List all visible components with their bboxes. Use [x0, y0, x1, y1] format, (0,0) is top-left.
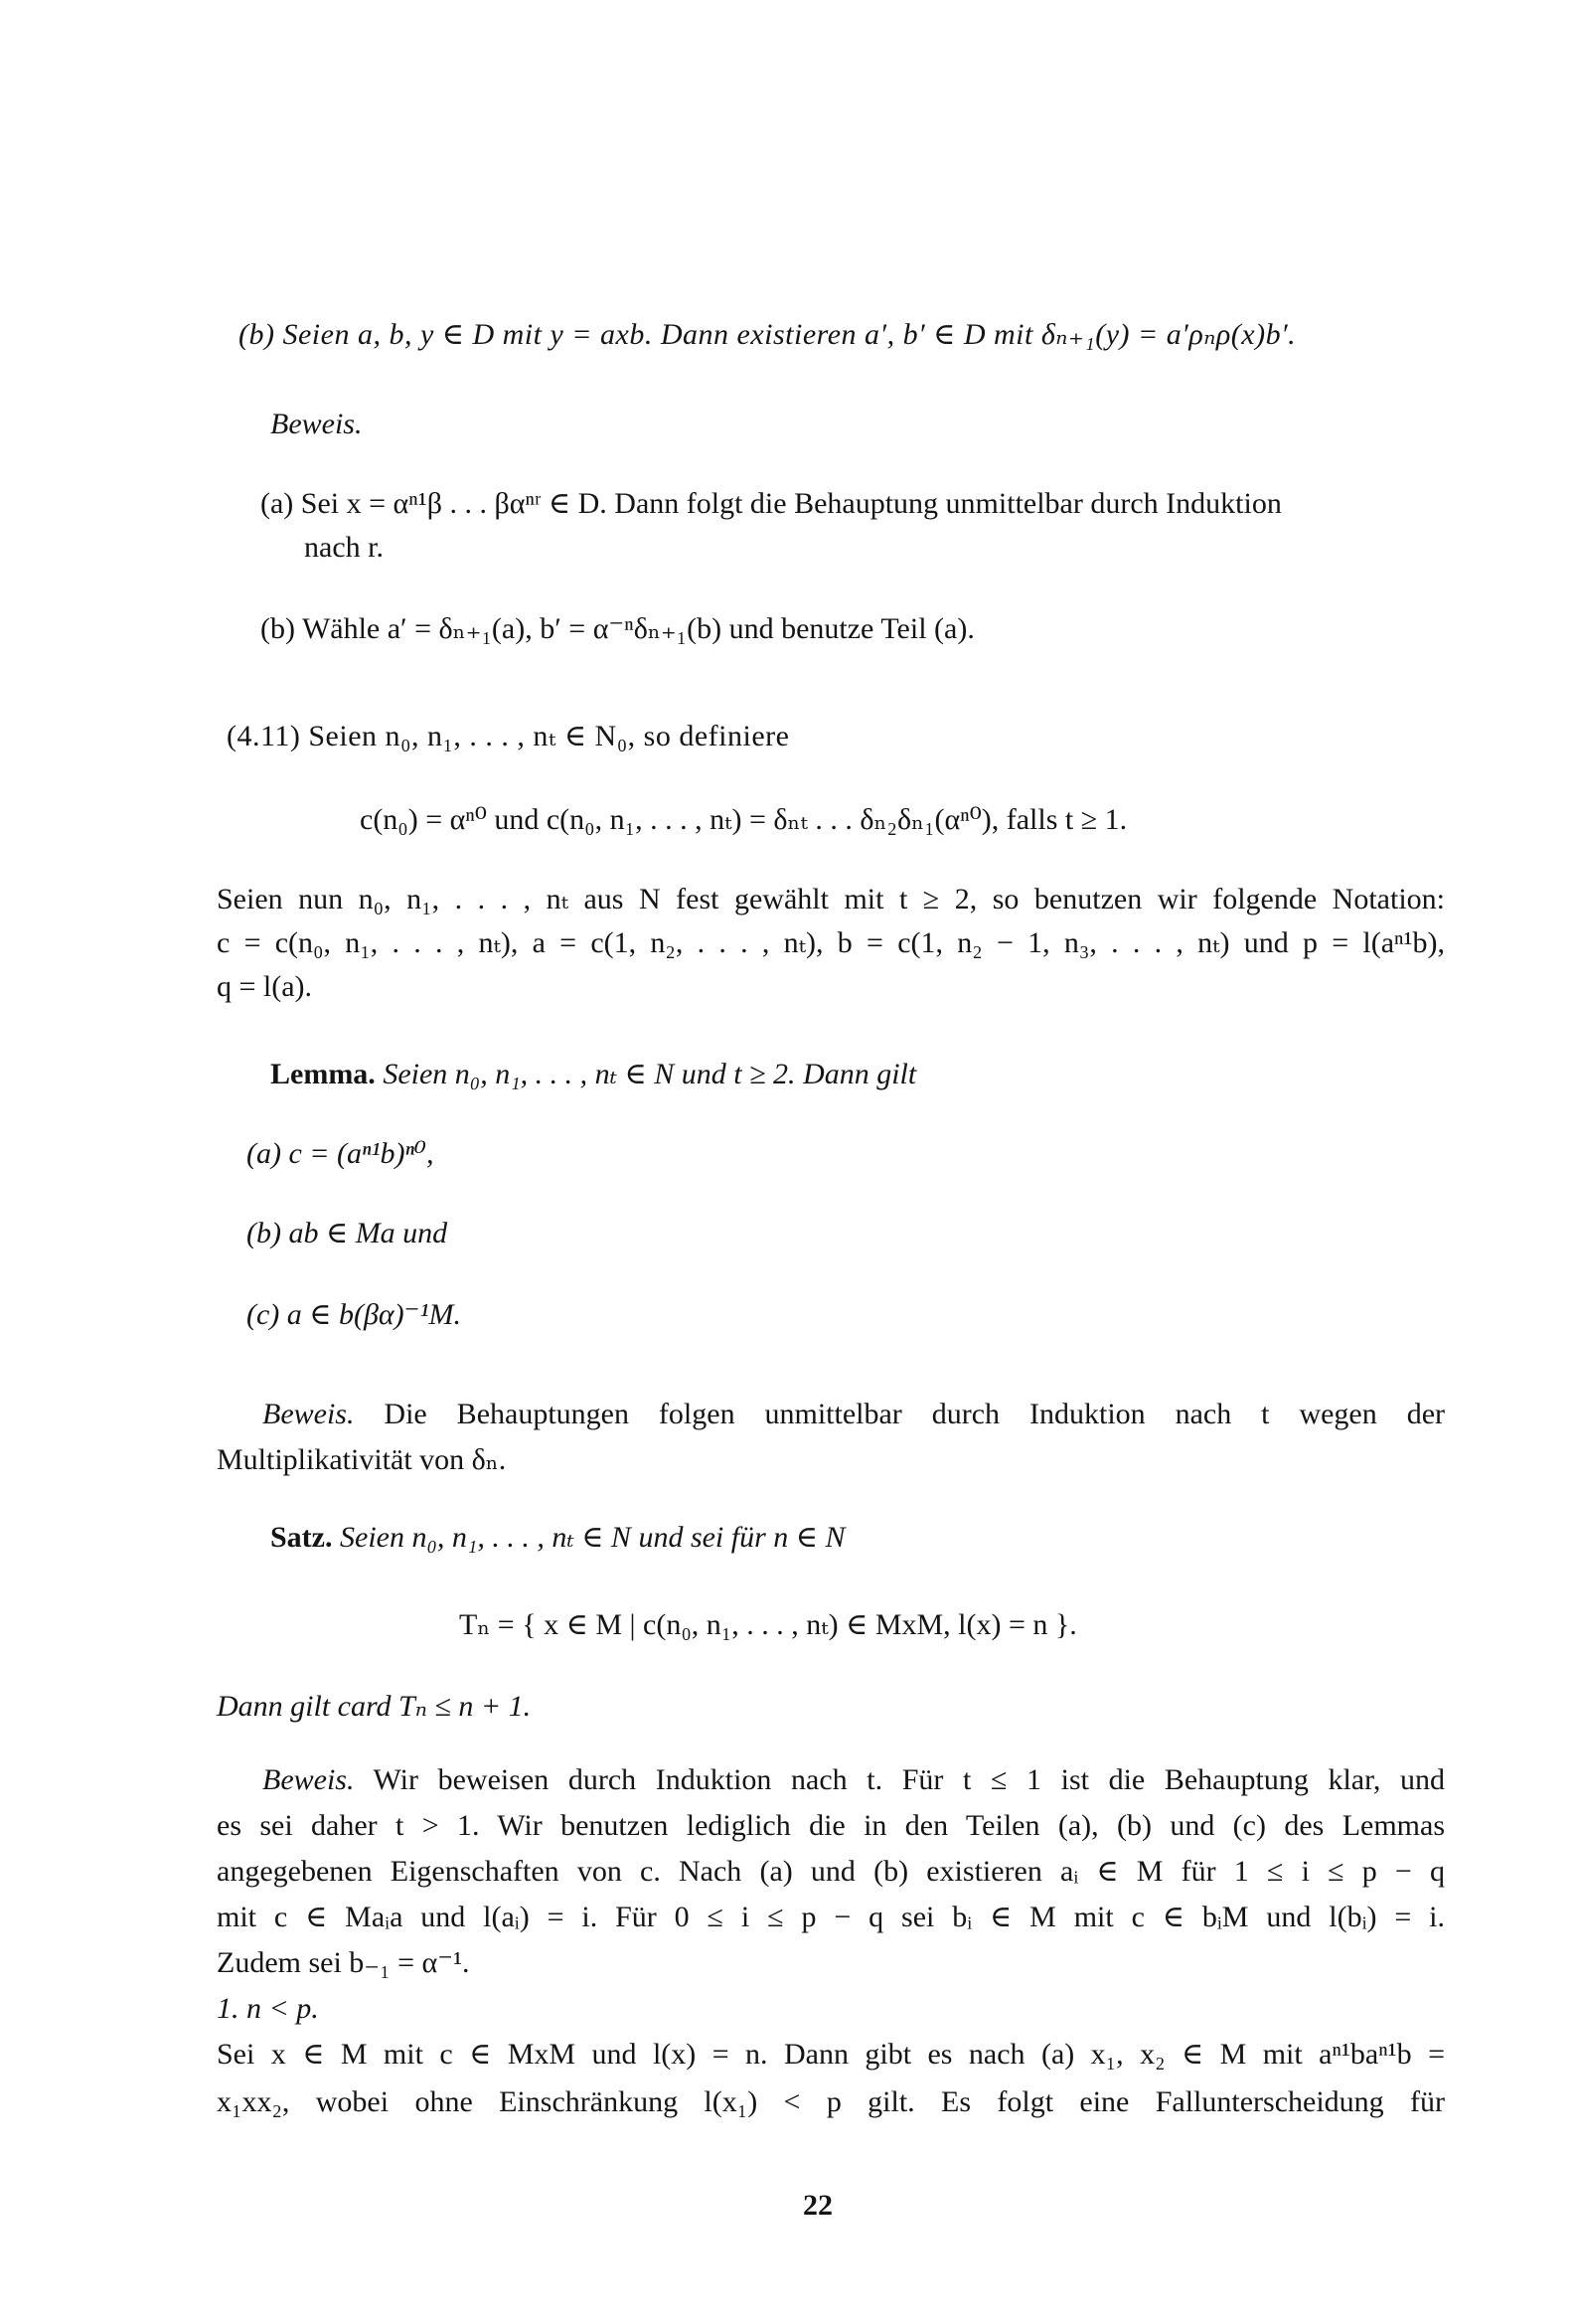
page-number: 22 — [803, 2189, 833, 2222]
case-1-heading: 1. n < p. — [217, 1992, 319, 2025]
notation-line-2: c = c(n₀, n₁, . . . , nₜ), a = c(1, n₂, . . . , nₜ), b = c(1, n₂ − 1, n₃, . . . , nₜ) und p = l(aⁿ¹b), — [217, 926, 1445, 959]
lemma-heading — [270, 1050, 916, 1099]
satz-conclusion: Dann gilt card Tₙ ≤ n + 1. — [217, 1690, 532, 1723]
satz-heading — [270, 1513, 846, 1563]
part-b-statement: (b) Seien a, b, y ∈ D mit y = axb. Dann existieren a′, b′ ∈ D mit δₙ₊₁(y) = a′ρₙρ(x)b′. — [238, 318, 1297, 351]
proof-part-a-line-2: nach r. — [304, 531, 384, 564]
lemma-proof-label: Beweis. — [262, 1398, 355, 1430]
proof-part-a-line-1: (a) Sei x = αⁿ¹β . . . βαⁿʳ ∈ D. Dann folgt die Behauptung unmittelbar durch Induktion — [260, 487, 1282, 520]
satz-formula: Tₙ = { x ∈ M | c(n₀, n₁, . . . , nₜ) ∈ MxM, l(x) = n }. — [459, 1608, 1077, 1641]
definition-formula: c(n₀) = αⁿ⁰ und c(n₀, n₁, . . . , nₜ) = δₙₜ . . . δₙ₂δₙ₁(αⁿ⁰), falls t ≥ 1. — [360, 803, 1128, 836]
lemma-label: Lemma. — [270, 1058, 376, 1090]
definition-4-11: (4.11) Seien n₀, n₁, . . . , nₜ ∈ N₀, so definiere — [227, 720, 790, 752]
lemma-item-b: (b) ab ∈ Ma und — [246, 1217, 448, 1249]
notation-line-3: q = l(a). — [217, 970, 313, 1003]
satz-proof-line-2: es sei daher t > 1. Wir benutzen lediglich die in den Teilen (a), (b) und (c) des Lemmas — [217, 1809, 1445, 1842]
notation-line-1: Seien nun n₀, n₁, . . . , nₜ aus N fest gewählt mit t ≥ 2, so benutzen wir folgende Notation: — [217, 883, 1445, 915]
satz-proof-line-3: angegebenen Eigenschaften von c. Nach (a) und (b) existieren aᵢ ∈ M für 1 ≤ i ≤ p − q — [217, 1855, 1445, 1888]
lemma-item-c: (c) a ∈ b(βα)⁻¹M. — [246, 1298, 461, 1331]
proof-heading: Beweis. — [270, 408, 363, 440]
case-1-line-2: x₁xx₂, wobei ohne Einschränkung l(x₁) < p gilt. Es folgt eine Fallunterscheidung für — [217, 2085, 1445, 2118]
satz-proof-line-1 — [262, 1755, 1445, 1805]
satz-proof-label: Beweis. — [262, 1763, 355, 1796]
satz-text: Seien n₀, n₁, . . . , nₜ ∈ N und sei für n ∈ N — [332, 1521, 846, 1554]
satz-label: Satz. — [270, 1521, 333, 1554]
lemma-proof-line-2: Multiplikativität von δₙ. — [217, 1443, 507, 1476]
lemma-text: Seien n₀, n₁, . . . , nₜ ∈ N und t ≥ 2. Dann gilt — [375, 1058, 917, 1090]
case-1-line-1: Sei x ∈ M mit c ∈ MxM und l(x) = n. Dann gibt es nach (a) x₁, x₂ ∈ M mit aⁿ¹baⁿ¹b = — [217, 2038, 1445, 2071]
lemma-proof-text: Die Behauptungen folgen unmittelbar durch Induktion nach t wegen der — [354, 1398, 1445, 1430]
satz-proof-text: Wir beweisen durch Induktion nach t. Für t ≤ 1 ist die Behauptung klar, und — [354, 1763, 1445, 1796]
lemma-item-a: (a) c = (aⁿ¹b)ⁿ⁰, — [246, 1137, 434, 1170]
lemma-proof-line-1 — [262, 1390, 1445, 1439]
satz-proof-line-5: Zudem sei b₋₁ = α⁻¹. — [217, 1946, 470, 1979]
proof-part-b: (b) Wähle a′ = δₙ₊₁(a), b′ = α⁻ⁿδₙ₊₁(b) und benutze Teil (a). — [260, 612, 975, 645]
satz-proof-line-4: mit c ∈ Maᵢa und l(aᵢ) = i. Für 0 ≤ i ≤ p − q sei bᵢ ∈ M mit c ∈ bᵢM und l(bᵢ) = i. — [217, 1901, 1445, 1933]
